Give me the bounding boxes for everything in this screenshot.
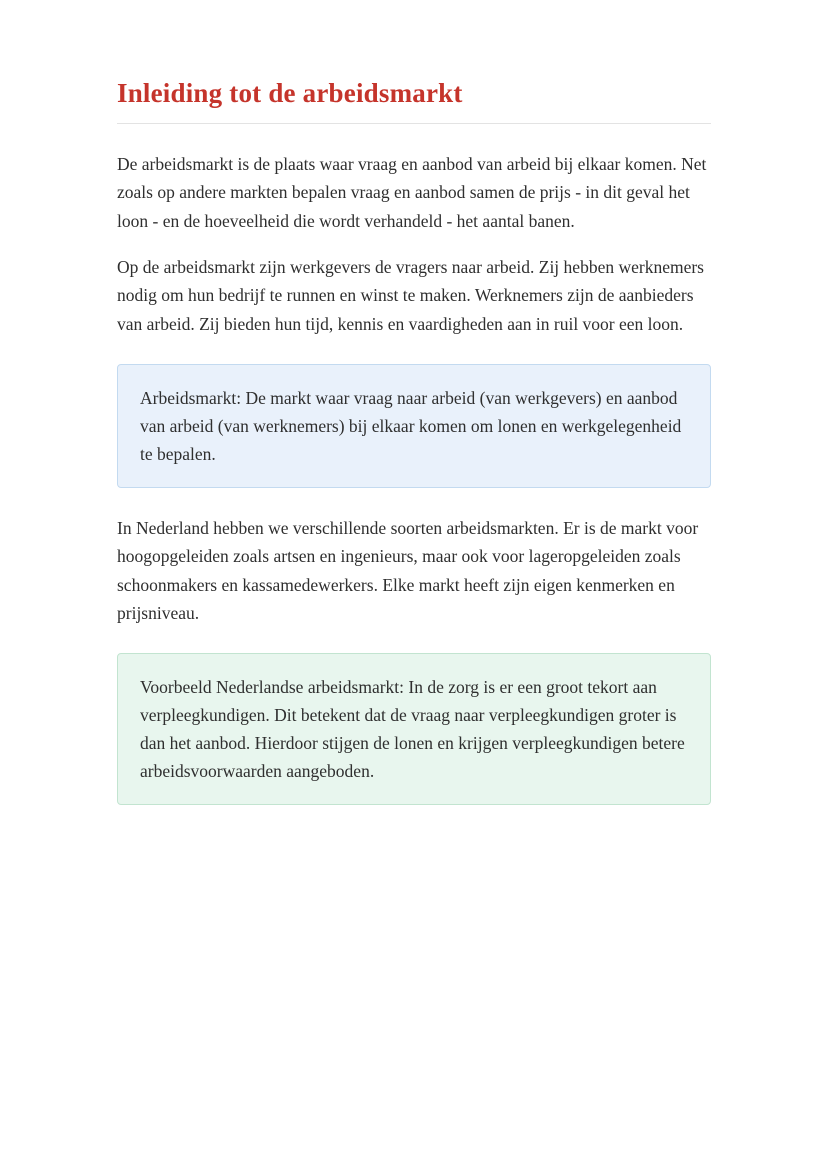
paragraph-employers-employees: Op de arbeidsmarkt zijn werkgevers de vragers naar arbeid. Zij hebben werknemers nodig om hun bedrijf te runnen en winst te maken. Werknemers zijn de aanbieders van arbeid. Zij bieden hun tijd, kennis en vaardigheden aan in ruil voor een loon. — [117, 257, 704, 334]
definition-box — [117, 364, 711, 488]
definition-box-text: Arbeidsmarkt: De markt waar vraag naar arbeid (van werkgevers) en aanbod van arbeid (van werknemers) bij elkaar komen om lonen en werkgelegenheid te bepalen. — [140, 388, 682, 465]
paragraph-netherlands-markets: In Nederland hebben we verschillende soorten arbeidsmarkten. Er is de markt voor hoogopgeleiden zoals artsen en ingenieurs, maar ook voor lageropgeleiden zoals schoonmakers en kassamedewerkers. Elke markt heeft zijn eigen kenmerken en prijsniveau. — [117, 518, 699, 624]
page-title: Inleiding tot de arbeidsmarkt — [117, 78, 711, 124]
paragraph-intro: De arbeidsmarkt is de plaats waar vraag en aanbod van arbeid bij elkaar komen. Net zoals op andere markten bepalen vraag en aanbod samen de prijs - in dit geval het loon - en de hoeveelheid die wordt verhandeld - het aantal banen. — [117, 154, 707, 231]
example-box-text: Voorbeeld Nederlandse arbeidsmarkt: In de zorg is er een groot tekort aan verpleegkundigen. Dit betekent dat de vraag naar verpleegkundigen groter is dan het aanbod. Hierdoor stijgen de lonen en krijgen verpleegkundigen betere arbeidsvoorwaarden aangeboden. — [140, 677, 685, 782]
example-box — [117, 653, 711, 805]
